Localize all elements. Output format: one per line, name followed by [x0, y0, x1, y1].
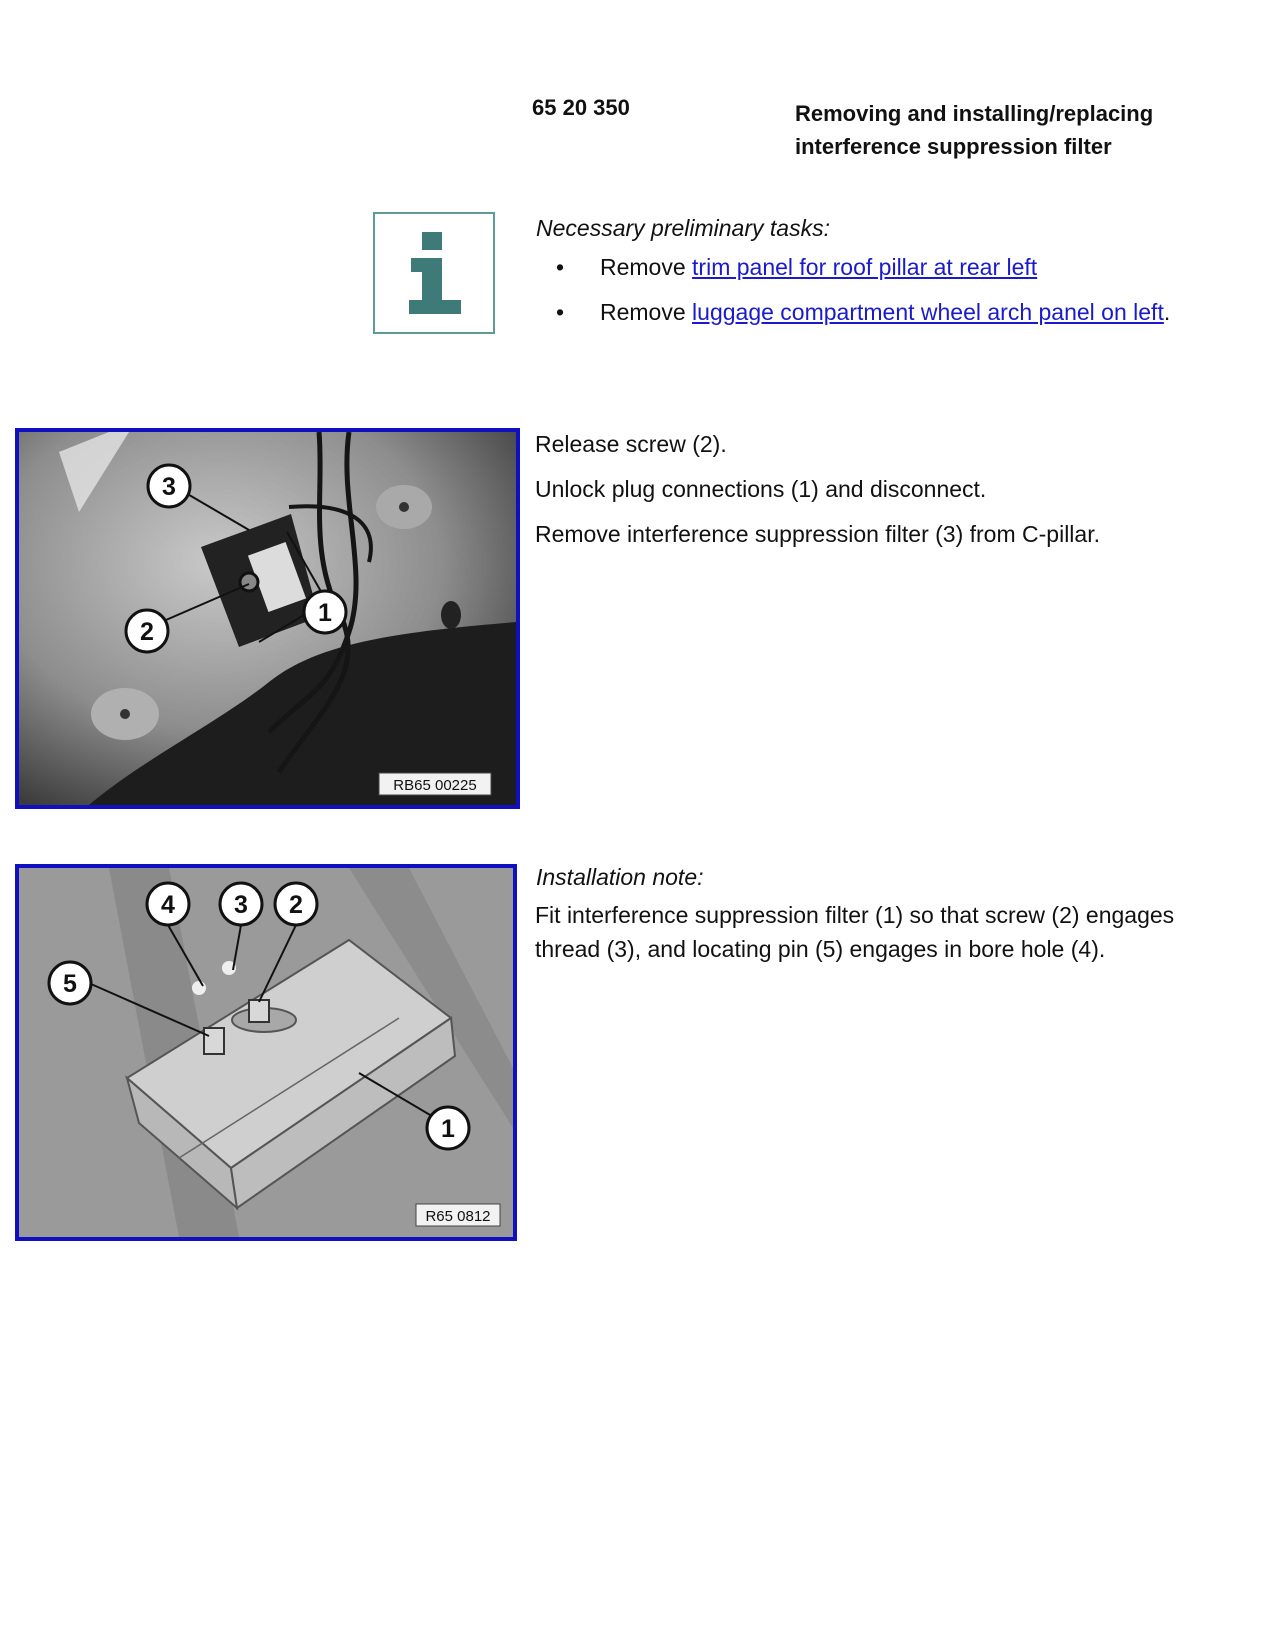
callout-3-label: 3	[234, 891, 248, 919]
list-item	[548, 297, 1170, 342]
info-icon	[375, 214, 493, 332]
removal-illustration	[19, 432, 516, 805]
info-box	[373, 212, 495, 334]
title-line-2: interference suppression filter	[795, 134, 1112, 159]
figure-removal	[15, 428, 520, 809]
callout-4	[147, 883, 189, 925]
callout-3	[148, 465, 190, 507]
callout-1-label: 1	[441, 1115, 455, 1143]
step-1: Release screw (2).	[535, 431, 727, 457]
callout-1-label: 1	[318, 599, 332, 627]
removal-steps	[535, 430, 1100, 565]
callout-2	[126, 610, 168, 652]
item-suffix: .	[1163, 299, 1171, 325]
item-prefix: Remove	[600, 299, 693, 325]
prelim-list	[548, 252, 1170, 342]
item-prefix: Remove	[600, 254, 693, 280]
page-title	[795, 97, 1235, 163]
callout-2-label: 2	[289, 891, 303, 919]
callout-4-label: 4	[161, 891, 175, 919]
callout-3	[220, 883, 262, 925]
figure-code-label: RB65 00225	[393, 777, 477, 794]
list-item	[548, 252, 1170, 297]
installation-line-1: Fit interference suppression filter (1) so that screw (2) engages	[535, 902, 1175, 928]
installation-heading: Installation note:	[536, 864, 704, 890]
link-trim-panel[interactable]: trim panel for roof pillar at rear left	[692, 254, 1038, 280]
installation-illustration	[19, 868, 513, 1237]
procedure-code: 65 20 350	[532, 95, 630, 120]
callout-5	[49, 962, 91, 1004]
figure-installation	[15, 864, 517, 1241]
link-wheel-arch-panel[interactable]: luggage compartment wheel arch panel on left	[692, 299, 1164, 325]
callout-2-label: 2	[140, 618, 154, 646]
callout-2	[275, 883, 317, 925]
bullet: •	[556, 254, 565, 280]
step-3: Remove interference suppression filter (3) from C-pillar.	[535, 521, 1100, 547]
callout-5-label: 5	[63, 970, 77, 998]
installation-line-2: thread (3), and locating pin (5) engages in bore hole (4).	[535, 936, 1106, 962]
prelim-heading: Necessary preliminary tasks:	[536, 215, 830, 241]
callout-3-label: 3	[162, 473, 176, 501]
step-2: Unlock plug connections (1) and disconnect.	[535, 476, 987, 502]
callout-1	[304, 591, 346, 633]
callout-1	[427, 1107, 469, 1149]
installation-note	[535, 898, 1235, 966]
bullet: •	[556, 299, 565, 325]
figure-code-label: R65 0812	[425, 1208, 491, 1225]
title-line-1: Removing and installing/replacing	[795, 101, 1154, 126]
